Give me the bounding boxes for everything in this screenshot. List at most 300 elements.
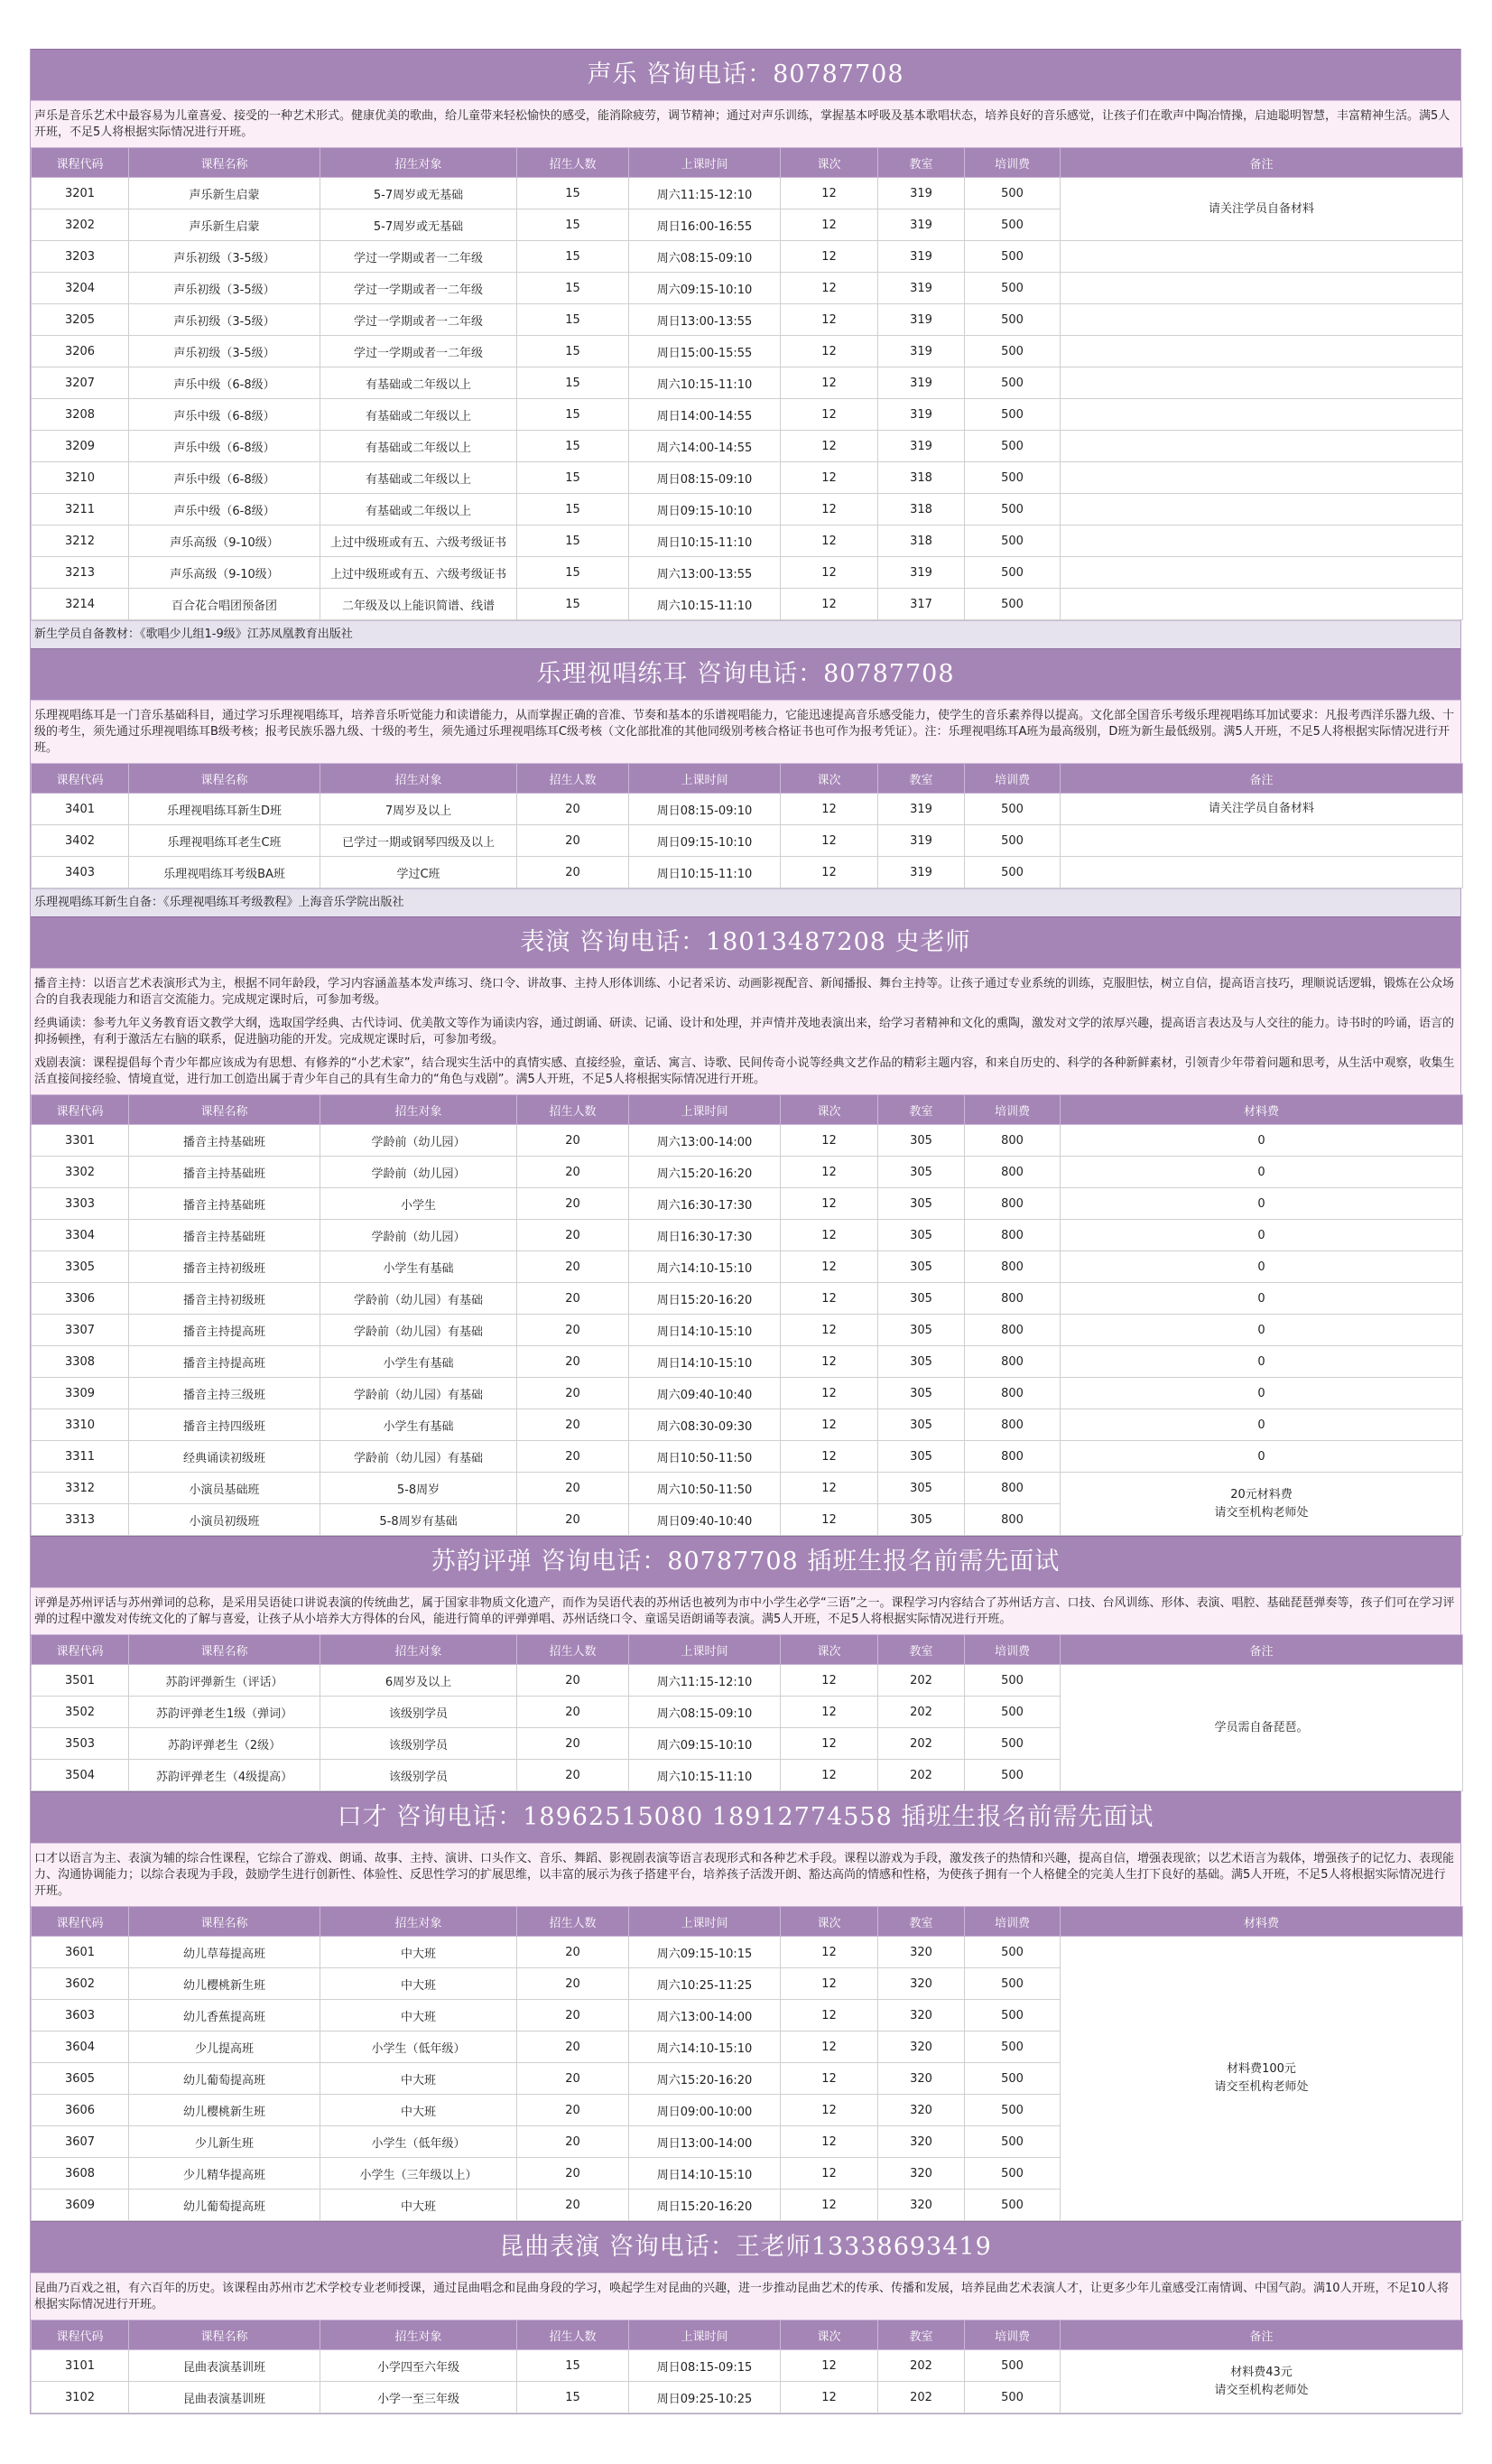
description-paragraph: 声乐是音乐艺术中最容易为儿童喜爱、接受的一种艺术形式。健康优美的歌曲，给儿童带来轻松愉快的感受，能消除疲劳，调节精神；通过对声乐训练，掌握基本呼吸及基本歌唱状态，培养良好的音乐感觉，让孩子们在歌声中陶冶情操，启迪聪明智慧，丰富精神生活。满5人开班，不足5人将根据实际情况进行开班。 — [34, 109, 1450, 139]
table-cell: 周日09:15-10:10 — [629, 494, 781, 525]
table-cell: 声乐中级（6-8级） — [129, 431, 320, 462]
table-cell: 播音主持基础班 — [129, 1125, 320, 1157]
table-header-row — [32, 1635, 1463, 1665]
table-cell: 学龄前（幼儿园） — [320, 1125, 517, 1157]
table-cell: 319 — [878, 857, 965, 888]
table-cell: 周六10:15-11:10 — [629, 367, 781, 399]
table-cell: 15 — [517, 304, 629, 336]
table-cell: 12 — [781, 462, 878, 494]
section-footer-note: 乐理视唱练耳新生自备：《乐理视唱练耳考级教程》上海音乐学院出版社 — [31, 888, 1460, 916]
column-header: 上课时间 — [629, 148, 781, 178]
table-cell: 500 — [965, 1728, 1061, 1760]
table-cell: 0 — [1061, 1220, 1463, 1251]
table-cell: 12 — [781, 1697, 878, 1728]
table-cell: 319 — [878, 367, 965, 399]
column-header: 招生人数 — [517, 1095, 629, 1125]
table-row[interactable] — [32, 1220, 1463, 1251]
table-row[interactable] — [32, 794, 1463, 825]
table-row[interactable] — [32, 1125, 1463, 1157]
table-cell: 声乐中级（6-8级） — [129, 399, 320, 431]
column-header: 培训费 — [965, 1907, 1061, 1937]
table-cell: 500 — [965, 1665, 1061, 1697]
table-cell: 15 — [517, 2382, 629, 2413]
table-row[interactable] — [32, 1473, 1463, 1504]
table-row[interactable] — [32, 1409, 1463, 1441]
table-cell: 12 — [781, 1315, 878, 1346]
table-row[interactable] — [32, 589, 1463, 620]
section-description — [31, 1587, 1460, 1634]
table-cell — [1061, 241, 1463, 273]
table-cell: 305 — [878, 1409, 965, 1441]
course-section — [30, 2221, 1461, 2413]
table-cell: 百合花合唱团预备团 — [129, 589, 320, 620]
table-row[interactable] — [32, 462, 1463, 494]
table-cell: 周日14:10-15:10 — [629, 1315, 781, 1346]
table-cell: 苏韵评弹新生（评话） — [129, 1665, 320, 1697]
table-cell — [1061, 336, 1463, 367]
table-cell: 3206 — [32, 336, 129, 367]
table-cell: 12 — [781, 525, 878, 557]
table-cell: 305 — [878, 1157, 965, 1188]
table-cell: 202 — [878, 2350, 965, 2382]
table-cell: 3309 — [32, 1378, 129, 1409]
table-cell: 12 — [781, 1728, 878, 1760]
table-cell: 15 — [517, 589, 629, 620]
column-header: 上课时间 — [629, 2320, 781, 2350]
table-cell: 声乐中级（6-8级） — [129, 494, 320, 525]
column-header: 培训费 — [965, 148, 1061, 178]
table-cell: 320 — [878, 2000, 965, 2032]
table-cell: 319 — [878, 241, 965, 273]
table-row[interactable] — [32, 367, 1463, 399]
table-row[interactable] — [32, 273, 1463, 304]
table-cell: 周六13:00-14:00 — [629, 2000, 781, 2032]
table-cell: 声乐新生启蒙 — [129, 178, 320, 209]
table-cell: 20 — [517, 1441, 629, 1473]
table-cell: 播音主持三级班 — [129, 1378, 320, 1409]
table-cell: 20 — [517, 2126, 629, 2158]
table-cell: 3305 — [32, 1251, 129, 1283]
table-cell: 3602 — [32, 1968, 129, 2000]
table-row[interactable] — [32, 857, 1463, 888]
column-header: 课程代码 — [32, 764, 129, 794]
description-paragraph: 乐理视唱练耳是一门音乐基础科目，通过学习乐理视唱练耳，培养音乐听觉能力和读谱能力，从而掌握正确的音准、节奏和基本的乐谱视唱能力，它能迅速提高音乐感受能力，使学生的音乐素养得以提高。文化部全国音乐考级乐理视唱练耳加试要求：凡报考西洋乐器九级、十级的考生，须先通过乐理视唱练耳B级考核；报考民族乐器九级、十级的考生，须先通过乐理视唱练耳C级考核（文化部批准的其他同级别考核合格证书也可作为报考凭证）。注：乐理视唱练耳A班为最高级别，D班为新生最低级别。满5人开班，不足5人将根据实际情况进行开班。 — [34, 709, 1455, 755]
table-cell: 20 — [517, 1728, 629, 1760]
table-cell: 小学生（低年级） — [320, 2032, 517, 2063]
table-cell: 800 — [965, 1409, 1061, 1441]
table-cell: 800 — [965, 1251, 1061, 1283]
table-cell — [1061, 825, 1463, 857]
table-cell: 15 — [517, 209, 629, 241]
table-cell: 0 — [1061, 1157, 1463, 1188]
table-cell: 15 — [517, 178, 629, 209]
table-cell: 12 — [781, 557, 878, 589]
column-header: 招生人数 — [517, 1907, 629, 1937]
table-cell: 学过一学期或者一二年级 — [320, 273, 517, 304]
section-title: 表演 咨询电话：18013487208 史老师 — [31, 916, 1460, 968]
table-cell: 少儿精华提高班 — [129, 2158, 320, 2190]
table-cell: 周六10:25-11:25 — [629, 1968, 781, 2000]
column-header: 课次 — [781, 148, 878, 178]
table-cell: 周日15:20-16:20 — [629, 1283, 781, 1315]
table-cell: 500 — [965, 2158, 1061, 2190]
table-cell: 318 — [878, 494, 965, 525]
table-cell: 320 — [878, 2126, 965, 2158]
table-cell: 5-7周岁或无基础 — [320, 178, 517, 209]
table-row[interactable] — [32, 1378, 1463, 1409]
column-header: 备注 — [1061, 1635, 1463, 1665]
table-cell: 周日09:00-10:00 — [629, 2095, 781, 2126]
table-cell: 500 — [965, 462, 1061, 494]
table-cell: 0 — [1061, 1251, 1463, 1283]
table-row[interactable] — [32, 557, 1463, 589]
table-cell: 小学一至三年级 — [320, 2382, 517, 2413]
table-cell: 小学生（三年级以上） — [320, 2158, 517, 2190]
table-row[interactable] — [32, 1157, 1463, 1188]
table-cell: 3209 — [32, 431, 129, 462]
table-cell: 20 — [517, 1760, 629, 1791]
table-cell: 学龄前（幼儿园） — [320, 1157, 517, 1188]
table-cell: 500 — [965, 2382, 1061, 2413]
table-cell: 20 — [517, 794, 629, 825]
table-header-row — [32, 2320, 1463, 2350]
note-cell: 学员需自备琵琶。 — [1061, 1665, 1463, 1791]
table-cell: 15 — [517, 241, 629, 273]
table-cell: 上过中级班或有五、六级考级证书 — [320, 557, 517, 589]
table-cell: 周日08:15-09:15 — [629, 2350, 781, 2382]
table-cell: 周日10:15-11:10 — [629, 857, 781, 888]
table-row[interactable] — [32, 1665, 1463, 1697]
table-cell: 中大班 — [320, 2190, 517, 2221]
column-header: 课程代码 — [32, 2320, 129, 2350]
table-cell: 5-8周岁有基础 — [320, 1504, 517, 1536]
note-cell: 材料费100元 请交至机构老师处 — [1061, 1937, 1463, 2221]
table-cell: 20 — [517, 2190, 629, 2221]
column-header: 教室 — [878, 764, 965, 794]
table-cell: 12 — [781, 209, 878, 241]
column-header: 招生对象 — [320, 148, 517, 178]
table-row[interactable] — [32, 1441, 1463, 1473]
section-footer-note: 新生学员自备教材：《歌唱少儿组1-9级》江苏凤凰教育出版社 — [31, 620, 1460, 648]
table-cell: 周六10:50-11:50 — [629, 1473, 781, 1504]
table-cell: 20 — [517, 1220, 629, 1251]
table-cell: 学龄前（幼儿园） — [320, 1220, 517, 1251]
course-section — [30, 648, 1461, 916]
table-row[interactable] — [32, 399, 1463, 431]
column-header: 上课时间 — [629, 1907, 781, 1937]
table-cell: 320 — [878, 2095, 965, 2126]
table-cell: 15 — [517, 557, 629, 589]
table-cell: 500 — [965, 336, 1061, 367]
table-cell: 3502 — [32, 1697, 129, 1728]
description-paragraph: 播音主持：以语言艺术表演形式为主，根据不同年龄段，学习内容涵盖基本发声练习、绕口令、讲故事、主持人形体训练、小记者采访、动画影视配音、新闻播报、舞台主持等。让孩子通过专业系统的训练，克服胆怯，树立自信，提高语言技巧，理顺说话逻辑，锻炼在公众场合的自我表现能力和语言交流能力。完成规定课时后，可参加考级。 — [34, 977, 1455, 1007]
table-cell: 12 — [781, 241, 878, 273]
table-cell: 幼儿香蕉提高班 — [129, 2000, 320, 2032]
table-cell: 800 — [965, 1125, 1061, 1157]
table-cell: 12 — [781, 431, 878, 462]
table-bottom-border — [30, 2413, 1461, 2414]
table-cell: 319 — [878, 431, 965, 462]
table-cell: 12 — [781, 273, 878, 304]
table-cell: 有基础或二年级以上 — [320, 462, 517, 494]
table-cell: 有基础或二年级以上 — [320, 367, 517, 399]
table-cell: 12 — [781, 1283, 878, 1315]
table-row[interactable] — [32, 1346, 1463, 1378]
table-cell: 305 — [878, 1251, 965, 1283]
table-cell: 3301 — [32, 1125, 129, 1157]
table-cell: 3608 — [32, 2158, 129, 2190]
section-description — [31, 100, 1460, 147]
table-cell: 12 — [781, 1125, 878, 1157]
column-header: 招生对象 — [320, 764, 517, 794]
table-cell: 3501 — [32, 1665, 129, 1697]
column-header: 教室 — [878, 2320, 965, 2350]
table-cell: 3312 — [32, 1473, 129, 1504]
table-cell: 该级别学员 — [320, 1760, 517, 1791]
table-row[interactable] — [32, 178, 1463, 209]
column-header: 课程名称 — [129, 1907, 320, 1937]
table-cell: 播音主持四级班 — [129, 1409, 320, 1441]
table-cell: 周日14:10-15:10 — [629, 1346, 781, 1378]
table-cell: 305 — [878, 1315, 965, 1346]
table-cell: 320 — [878, 2032, 965, 2063]
table-cell — [1061, 589, 1463, 620]
table-row[interactable] — [32, 1937, 1463, 1968]
table-cell: 有基础或二年级以上 — [320, 494, 517, 525]
table-cell: 12 — [781, 1220, 878, 1251]
description-paragraph: 口才以语言为主、表演为辅的综合性课程，它综合了游戏、朗诵、故事、主持、演讲、口头作文、音乐、舞蹈、影视剧表演等语言表现形式和各种艺术手段。课程以游戏为手段，激发孩子的热情和兴趣，提高自信，增强表现欲；以艺术语言为载体，增强孩子的记忆力、表现能力、沟通协调能力；以综合表现为手段，鼓励学生进行创新性、体验性、反思性学习的扩展思维，以丰富的展示为孩子搭建平台，培养孩子活泼开朗、豁达高尚的情感和性格，为使孩子拥有一个人格健全的完美人生打下良好的基础。满5人开班，不足5人将根据实际情况进行开班。 — [34, 1852, 1455, 1898]
table-cell: 12 — [781, 1378, 878, 1409]
table-row[interactable] — [32, 825, 1463, 857]
column-header: 培训费 — [965, 764, 1061, 794]
table-cell: 20 — [517, 1937, 629, 1968]
table-cell: 800 — [965, 1188, 1061, 1220]
table-cell: 声乐初级（3-5级） — [129, 241, 320, 273]
course-section — [30, 1536, 1461, 1791]
table-cell: 202 — [878, 1728, 965, 1760]
table-cell: 周六09:40-10:40 — [629, 1378, 781, 1409]
table-cell: 318 — [878, 525, 965, 557]
table-cell: 305 — [878, 1441, 965, 1473]
table-cell: 3207 — [32, 367, 129, 399]
table-cell: 0 — [1061, 1315, 1463, 1346]
table-cell: 有基础或二年级以上 — [320, 431, 517, 462]
table-row[interactable] — [32, 494, 1463, 525]
table-cell: 319 — [878, 336, 965, 367]
table-cell: 12 — [781, 857, 878, 888]
table-cell: 播音主持初级班 — [129, 1251, 320, 1283]
table-cell: 319 — [878, 825, 965, 857]
note-cell: 请关注学员自备材料 — [1061, 178, 1463, 241]
table-cell — [1061, 525, 1463, 557]
column-header: 培训费 — [965, 2320, 1061, 2350]
table-cell: 15 — [517, 431, 629, 462]
table-row[interactable] — [32, 304, 1463, 336]
table-header-row — [32, 1095, 1463, 1125]
column-header: 材料费 — [1061, 1095, 1463, 1125]
table-cell: 3607 — [32, 2126, 129, 2158]
table-cell: 二年级及以上能识简谱、线谱 — [320, 589, 517, 620]
table-cell — [1061, 399, 1463, 431]
table-cell: 周日13:00-13:55 — [629, 304, 781, 336]
table-cell: 幼儿葡萄提高班 — [129, 2063, 320, 2095]
table-cell: 12 — [781, 1937, 878, 1968]
table-row[interactable] — [32, 336, 1463, 367]
table-cell: 周六14:10-15:10 — [629, 1251, 781, 1283]
table-row[interactable] — [32, 2350, 1463, 2382]
table-cell: 20 — [517, 1378, 629, 1409]
table-cell: 小学生有基础 — [320, 1409, 517, 1441]
table-cell: 20 — [517, 1283, 629, 1315]
table-cell — [1061, 857, 1463, 888]
table-cell — [1061, 557, 1463, 589]
table-row[interactable] — [32, 1283, 1463, 1315]
table-cell: 周六08:30-09:30 — [629, 1409, 781, 1441]
table-cell: 3604 — [32, 2032, 129, 2063]
table-cell: 3605 — [32, 2063, 129, 2095]
column-header: 课程名称 — [129, 1095, 320, 1125]
table-cell: 305 — [878, 1504, 965, 1536]
table-cell: 15 — [517, 367, 629, 399]
table-cell — [1061, 462, 1463, 494]
column-header: 招生对象 — [320, 1095, 517, 1125]
table-cell: 305 — [878, 1188, 965, 1220]
table-row[interactable] — [32, 431, 1463, 462]
table-cell: 12 — [781, 336, 878, 367]
table-cell: 7周岁及以上 — [320, 794, 517, 825]
column-header: 备注 — [1061, 764, 1463, 794]
table-cell: 319 — [878, 304, 965, 336]
table-cell: 800 — [965, 1220, 1061, 1251]
table-cell: 周日15:20-16:20 — [629, 2190, 781, 2221]
table-cell: 声乐中级（6-8级） — [129, 367, 320, 399]
table-cell: 3311 — [32, 1441, 129, 1473]
table-cell: 该级别学员 — [320, 1697, 517, 1728]
table-cell: 500 — [965, 1760, 1061, 1791]
table-cell: 3308 — [32, 1346, 129, 1378]
table-header-row — [32, 764, 1463, 794]
table-cell: 500 — [965, 1937, 1061, 1968]
table-cell: 12 — [781, 1504, 878, 1536]
table-cell: 15 — [517, 2350, 629, 2382]
table-cell: 学龄前（幼儿园）有基础 — [320, 1441, 517, 1473]
table-cell: 3606 — [32, 2095, 129, 2126]
note-cell: 材料费43元 请交至机构老师处 — [1061, 2350, 1463, 2413]
course-table — [31, 147, 1463, 620]
table-cell: 小学生有基础 — [320, 1346, 517, 1378]
course-section — [30, 49, 1461, 648]
table-cell: 12 — [781, 2158, 878, 2190]
table-cell: 305 — [878, 1346, 965, 1378]
column-header: 培训费 — [965, 1095, 1061, 1125]
table-header-row — [32, 148, 1463, 178]
table-cell: 5-8周岁 — [320, 1473, 517, 1504]
table-cell: 周日16:00-16:55 — [629, 209, 781, 241]
table-cell: 少儿新生班 — [129, 2126, 320, 2158]
table-cell: 3204 — [32, 273, 129, 304]
column-header: 课程名称 — [129, 148, 320, 178]
table-cell: 0 — [1061, 1188, 1463, 1220]
table-cell: 500 — [965, 1968, 1061, 2000]
description-paragraph: 评弹是苏州评话与苏州弹词的总称，是采用吴语徒口讲说表演的传统曲艺，属于国家非物质文化遗产，而作为吴语代表的苏州话也被列为市中小学生必学“三语”之一。课程学习内容结合了苏州话方言、口技、台风训练、形体、表演、唱腔、基础琵琶弹奏等，孩子们可在学习评弹的过程中激发对传统文化的了解与喜爱，让孩子从小培养大方得体的台风，能进行简单的评弹弹唱、苏州话绕口令、童谣吴语朗诵等表演。满5人开班，不足5人将根据实际情况进行开班。 — [34, 1596, 1455, 1626]
table-cell: 12 — [781, 1968, 878, 2000]
table-cell: 周六10:15-11:10 — [629, 1760, 781, 1791]
table-row[interactable] — [32, 1315, 1463, 1346]
column-header: 招生对象 — [320, 1635, 517, 1665]
table-cell: 12 — [781, 1441, 878, 1473]
table-cell: 学过C班 — [320, 857, 517, 888]
table-cell: 小演员基础班 — [129, 1473, 320, 1504]
table-cell: 800 — [965, 1441, 1061, 1473]
table-cell: 12 — [781, 1665, 878, 1697]
table-cell: 该级别学员 — [320, 1728, 517, 1760]
table-cell: 3304 — [32, 1220, 129, 1251]
table-cell: 500 — [965, 857, 1061, 888]
table-cell: 幼儿葡萄提高班 — [129, 2190, 320, 2221]
table-cell: 15 — [517, 462, 629, 494]
table-row[interactable] — [32, 525, 1463, 557]
table-cell: 周六10:15-11:10 — [629, 589, 781, 620]
table-cell: 中大班 — [320, 2000, 517, 2032]
table-cell: 305 — [878, 1220, 965, 1251]
table-row[interactable] — [32, 1188, 1463, 1220]
column-header: 课程代码 — [32, 148, 129, 178]
table-cell: 500 — [965, 2032, 1061, 2063]
description-paragraph: 昆曲乃百戏之祖，有六百年的历史。该课程由苏州市艺术学校专业老师授课，通过昆曲唱念和昆曲身段的学习，唤起学生对昆曲的兴趣，进一步推动昆曲艺术的传承、传播和发展，培养昆曲艺术表演人才，让更多少年儿童感受江南情调、中国气韵。满10人开班，不足10人将根据实际情况进行开班。 — [34, 2282, 1450, 2311]
table-cell: 3601 — [32, 1937, 129, 1968]
table-header-row — [32, 1907, 1463, 1937]
table-cell: 中大班 — [320, 1937, 517, 1968]
table-row[interactable] — [32, 1251, 1463, 1283]
table-cell: 苏韵评弹老生1级（弹词） — [129, 1697, 320, 1728]
table-cell: 12 — [781, 589, 878, 620]
column-header: 招生人数 — [517, 2320, 629, 2350]
table-cell: 319 — [878, 557, 965, 589]
column-header: 培训费 — [965, 1635, 1061, 1665]
table-cell: 播音主持提高班 — [129, 1315, 320, 1346]
table-cell: 202 — [878, 1760, 965, 1791]
table-cell: 20 — [517, 825, 629, 857]
table-cell: 0 — [1061, 1125, 1463, 1157]
column-header: 课程名称 — [129, 2320, 320, 2350]
table-row[interactable] — [32, 241, 1463, 273]
table-cell: 5-7周岁或无基础 — [320, 209, 517, 241]
table-cell: 已学过一期或钢琴四级及以上 — [320, 825, 517, 857]
table-cell: 12 — [781, 794, 878, 825]
table-cell: 学龄前（幼儿园）有基础 — [320, 1315, 517, 1346]
table-cell: 3210 — [32, 462, 129, 494]
table-cell: 12 — [781, 2190, 878, 2221]
column-header: 材料费 — [1061, 1907, 1463, 1937]
table-cell: 500 — [965, 557, 1061, 589]
table-cell: 12 — [781, 2000, 878, 2032]
table-cell: 800 — [965, 1473, 1061, 1504]
table-cell: 0 — [1061, 1441, 1463, 1473]
table-cell: 20 — [517, 857, 629, 888]
column-header: 上课时间 — [629, 764, 781, 794]
course-section — [30, 916, 1461, 1536]
table-cell: 20 — [517, 1315, 629, 1346]
column-header: 教室 — [878, 148, 965, 178]
table-cell: 319 — [878, 178, 965, 209]
column-header: 课程名称 — [129, 764, 320, 794]
course-table — [31, 1906, 1463, 2221]
table-cell: 500 — [965, 2095, 1061, 2126]
column-header: 招生对象 — [320, 2320, 517, 2350]
table-cell: 20 — [517, 1346, 629, 1378]
table-cell: 320 — [878, 2190, 965, 2221]
section-description — [31, 700, 1460, 763]
